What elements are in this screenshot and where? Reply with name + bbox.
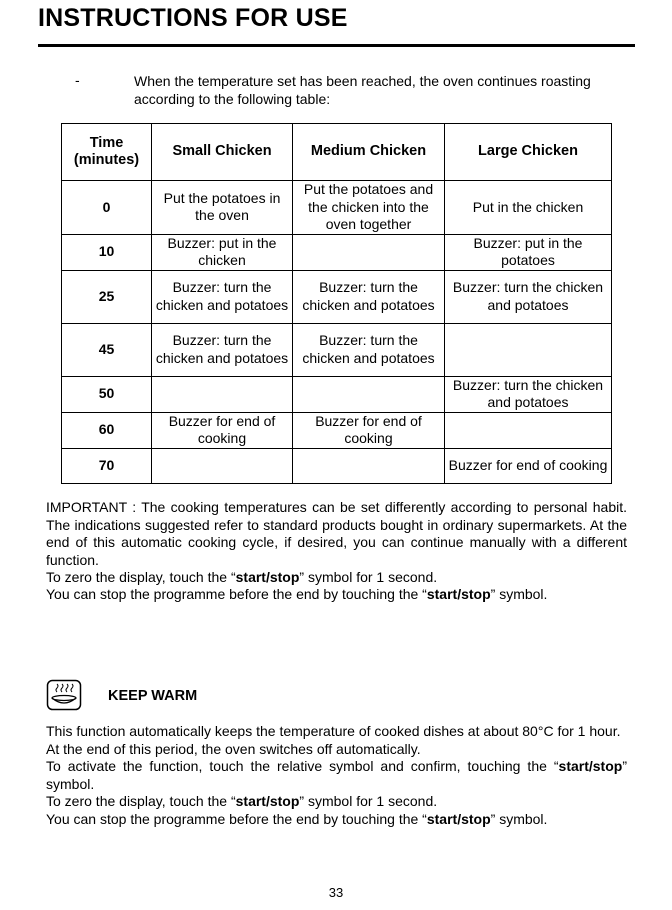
large-chicken-cell: Buzzer: turn the chicken and potatoes bbox=[445, 270, 612, 323]
table-row bbox=[62, 376, 612, 412]
medium-chicken-cell: Buzzer: turn the chicken and potatoes bbox=[293, 323, 445, 376]
page-number: 33 bbox=[328, 885, 344, 900]
zero-display-text-post: ” symbol for 1 second. bbox=[299, 793, 438, 809]
important-note: IMPORTANT : The cooking temperatures can be set differently according to personal habit. The indications suggested refer to standard products bought in ordinary supermarkets. At the end of this automatic cooking cycle, if desired, you can continue manually with a different function. bbox=[46, 499, 627, 568]
small-chicken-cell bbox=[152, 376, 293, 412]
large-chicken-cell: Buzzer: put in the potatoes bbox=[445, 234, 612, 270]
stop-programme-text-pre: You can stop the programme before the end by touching the “ bbox=[46, 586, 427, 602]
stop-programme-text-post: ” symbol. bbox=[490, 586, 548, 602]
keep-warm-description: This function automatically keeps the temperature of cooked dishes at about 80°C for 1 hour. At the end of this period, the oven switches off automatically. bbox=[46, 723, 621, 757]
zero-display-instruction bbox=[46, 569, 627, 587]
small-chicken-cell: Put the potatoes in the oven bbox=[152, 181, 293, 235]
title-underline bbox=[38, 44, 635, 47]
stop-programme-instruction bbox=[46, 586, 627, 604]
large-chicken-cell bbox=[445, 412, 612, 448]
roasting-table bbox=[61, 123, 612, 484]
start-stop-symbol-name: start/stop bbox=[558, 758, 623, 774]
header-medium-chicken: Medium Chicken bbox=[293, 124, 445, 181]
start-stop-symbol-name: start/stop bbox=[235, 569, 300, 585]
page-title: INSTRUCTIONS FOR USE bbox=[38, 4, 348, 32]
medium-chicken-cell: Buzzer: turn the chicken and potatoes bbox=[293, 270, 445, 323]
large-chicken-cell bbox=[445, 323, 612, 376]
header-time: Time (minutes) bbox=[62, 124, 152, 181]
activate-text-pre: To activate the function, touch the relative symbol and confirm, touching the “ bbox=[46, 758, 559, 774]
time-cell: 70 bbox=[62, 448, 152, 483]
small-chicken-cell bbox=[152, 448, 293, 483]
table-row bbox=[62, 412, 612, 448]
time-cell: 0 bbox=[62, 181, 152, 235]
table-row bbox=[62, 270, 612, 323]
intro-text: When the temperature set has been reached, the oven continues roasting according to the following table: bbox=[134, 73, 591, 107]
keep-warm-zero-display-instruction bbox=[46, 793, 627, 811]
stop-programme-text-post: ” symbol. bbox=[490, 811, 548, 827]
zero-display-text-pre: To zero the display, touch the “ bbox=[46, 569, 236, 585]
time-cell: 10 bbox=[62, 234, 152, 270]
keep-warm-activate-instruction bbox=[46, 758, 627, 793]
time-cell: 50 bbox=[62, 376, 152, 412]
start-stop-symbol-name: start/stop bbox=[426, 811, 491, 827]
table-row bbox=[62, 181, 612, 235]
stop-programme-text-pre: You can stop the programme before the end by touching the “ bbox=[46, 811, 427, 827]
medium-chicken-cell: Buzzer for end of cooking bbox=[293, 412, 445, 448]
time-cell: 60 bbox=[62, 412, 152, 448]
intro-bullet-dash: - bbox=[75, 72, 80, 88]
medium-chicken-cell bbox=[293, 234, 445, 270]
small-chicken-cell: Buzzer: turn the chicken and potatoes bbox=[152, 270, 293, 323]
large-chicken-cell: Put in the chicken bbox=[445, 181, 612, 235]
activate-text-post: ” symbol. bbox=[46, 758, 627, 792]
small-chicken-cell: Buzzer: turn the chicken and potatoes bbox=[152, 323, 293, 376]
zero-display-text-pre: To zero the display, touch the “ bbox=[46, 793, 236, 809]
table-header-row bbox=[62, 124, 612, 181]
large-chicken-cell: Buzzer: turn the chicken and potatoes bbox=[445, 376, 612, 412]
time-cell: 45 bbox=[62, 323, 152, 376]
table-row bbox=[62, 234, 612, 270]
table-row bbox=[62, 323, 612, 376]
medium-chicken-cell bbox=[293, 448, 445, 483]
start-stop-symbol-name: start/stop bbox=[235, 793, 300, 809]
keep-warm-stop-programme-instruction bbox=[46, 811, 627, 829]
medium-chicken-cell: Put the potatoes and the chicken into the oven together bbox=[293, 181, 445, 235]
large-chicken-cell: Buzzer for end of cooking bbox=[445, 448, 612, 483]
time-cell: 25 bbox=[62, 270, 152, 323]
medium-chicken-cell bbox=[293, 376, 445, 412]
header-large-chicken: Large Chicken bbox=[445, 124, 612, 181]
small-chicken-cell: Buzzer for end of cooking bbox=[152, 412, 293, 448]
keep-warm-title: KEEP WARM bbox=[108, 688, 198, 704]
header-small-chicken: Small Chicken bbox=[152, 124, 293, 181]
start-stop-symbol-name: start/stop bbox=[426, 586, 491, 602]
table-row bbox=[62, 448, 612, 483]
keep-warm-icon bbox=[46, 679, 82, 711]
small-chicken-cell: Buzzer: put in the chicken bbox=[152, 234, 293, 270]
zero-display-text-post: ” symbol for 1 second. bbox=[299, 569, 438, 585]
